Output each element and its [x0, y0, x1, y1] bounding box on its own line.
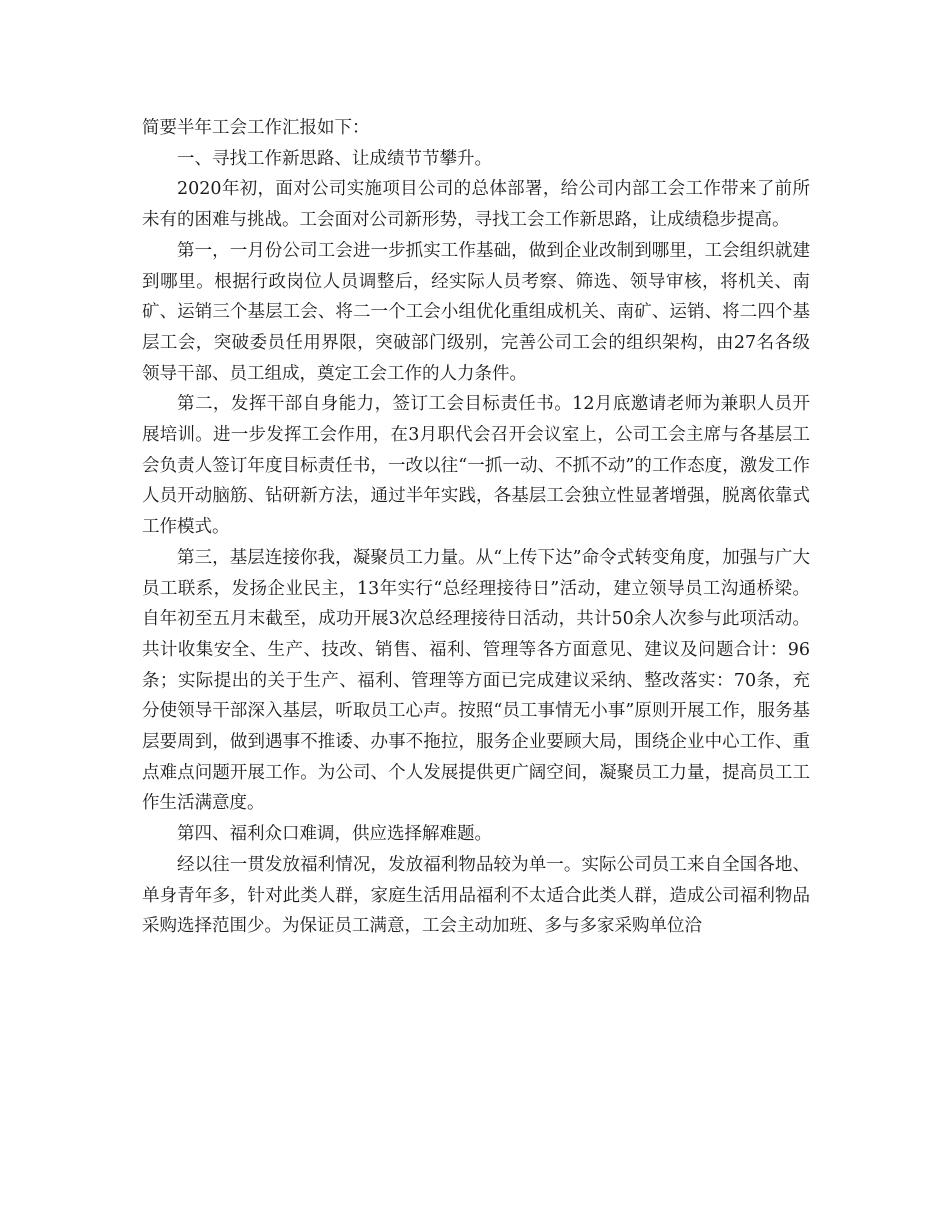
body-paragraph-overview: 2020年初，面对公司实施项目公司的总体部署，给公司内部工会工作带来了前所未有的困难与挑战。工会面对公司新形势，寻找工会工作新思路，让成绩稳步提高。: [142, 179, 810, 231]
intro-paragraph: 简要半年工会工作汇报如下：: [142, 118, 370, 138]
body-paragraph-fourth-heading: 第四、福利众口难调，供应选择解难题。: [177, 824, 492, 845]
body-paragraph-third: 第三，基层连接你我，凝聚员工力量。从“上传下达”命令式转变角度，加强与广大员工联系，发扬企业民主，13年实行“总经理接待日”活动，建立领导员工沟通桥梁。自年初至五月末截至，成功开展3次总经理接待日活动，共计50余人次参与此项活动。共计收集安全、生产、技改、销售、福利、管理等各方面意见、建议及问题合计：96条；实际提出的关于生产、福利、管理等方面已完成建议采纳、整改落实：70条，充分使领导干部深入基层，听取员工心声。按照“员工事情无小事”原则开展工作，服务基层要周到，做到遇事不推诿、办事不拖拉，服务企业要顾大局，围绕企业中心工作、重点难点问题开展工作。为公司、个人发展提供更广阔空间，凝聚员工力量，提高员工工作生活满意度。: [142, 547, 810, 814]
body-paragraph-second: 第二，发挥干部自身能力，签订工会目标责任书。12月底邀请老师为兼职人员开展培训。进一步发挥工会作用，在3月职代会召开会议室上，公司工会主席与各基层工会负责人签订年度目标责任书，一改以往“一抓一动、不抓不动”的工作态度，激发工作人员开动脑筋、钻研新方法，通过半年实践，各基层工会独立性显著增强，脱离依靠式工作模式。: [142, 394, 810, 538]
body-paragraph-welfare: 经以往一贯发放福利情况，发放福利物品较为单一。实际公司员工来自全国各地、单身青年多，针对此类人群，家庭生活用品福利不太适合此类人群，造成公司福利物品采购选择范围少。为保证员工满意，工会主动加班、多与多家采购单位洽: [142, 854, 810, 937]
section-heading-1: 一、寻找工作新思路、让成绩节节攀升。: [177, 148, 492, 169]
body-paragraph-first: 第一，一月份公司工会进一步抓实工作基础，做到企业改制到哪里，工会组织就建到哪里。根据行政岗位人员调整后，经实际人员考察、筛选、领导审核，将机关、南矿、运销三个基层工会、将二一个工会小组优化重组成机关、南矿、运销、将二四个基层工会，突破委员任用界限，突破部门级别，完善公司工会的组织架构，由27名各级领导干部、员工组成，奠定工会工作的人力条件。: [142, 240, 810, 384]
document-body: [142, 113, 810, 942]
